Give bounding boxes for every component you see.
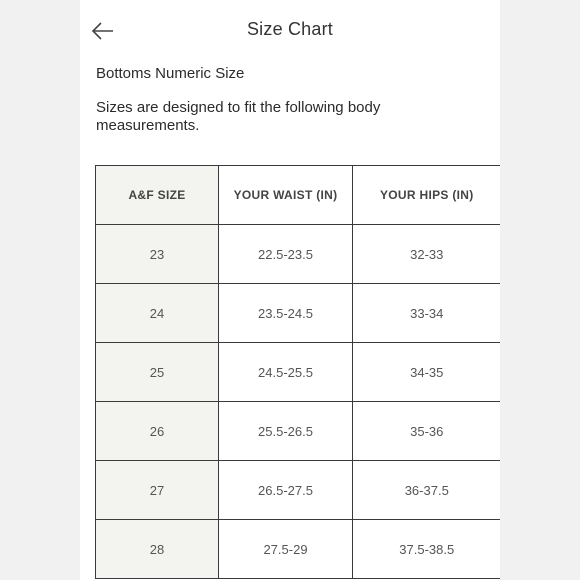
size-table (95, 165, 500, 579)
table-row (96, 343, 501, 402)
section-title: Bottoms Numeric Size (96, 65, 245, 82)
header (80, 0, 500, 60)
column-header-waist: YOUR WAIST (IN) (219, 166, 353, 225)
hips-cell: 32-33 (353, 225, 501, 284)
table-row (96, 461, 501, 520)
hips-cell: 36-37.5 (353, 461, 501, 520)
size-cell: 25 (96, 343, 219, 402)
waist-cell: 27.5-29 (219, 520, 353, 579)
table-header-row (96, 166, 501, 225)
size-cell: 28 (96, 520, 219, 579)
size-cell: 27 (96, 461, 219, 520)
size-cell: 24 (96, 284, 219, 343)
size-cell: 26 (96, 402, 219, 461)
hips-cell: 34-35 (353, 343, 501, 402)
waist-cell: 24.5-25.5 (219, 343, 353, 402)
size-chart-sheet (80, 0, 500, 580)
column-header-hips: YOUR HIPS (IN) (353, 166, 501, 225)
column-header-size: A&F SIZE (96, 166, 219, 225)
table-row (96, 284, 501, 343)
table-row (96, 520, 501, 579)
table-row (96, 402, 501, 461)
waist-cell: 26.5-27.5 (219, 461, 353, 520)
waist-cell: 23.5-24.5 (219, 284, 353, 343)
hips-cell: 35-36 (353, 402, 501, 461)
waist-cell: 22.5-23.5 (219, 225, 353, 284)
waist-cell: 25.5-26.5 (219, 402, 353, 461)
hips-cell: 37.5-38.5 (353, 520, 501, 579)
intro-text: Sizes are designed to fit the following body measurements. (96, 99, 381, 134)
hips-cell: 33-34 (353, 284, 501, 343)
page-title: Size Chart (246, 19, 334, 39)
size-cell: 23 (96, 225, 219, 284)
table-row (96, 225, 501, 284)
